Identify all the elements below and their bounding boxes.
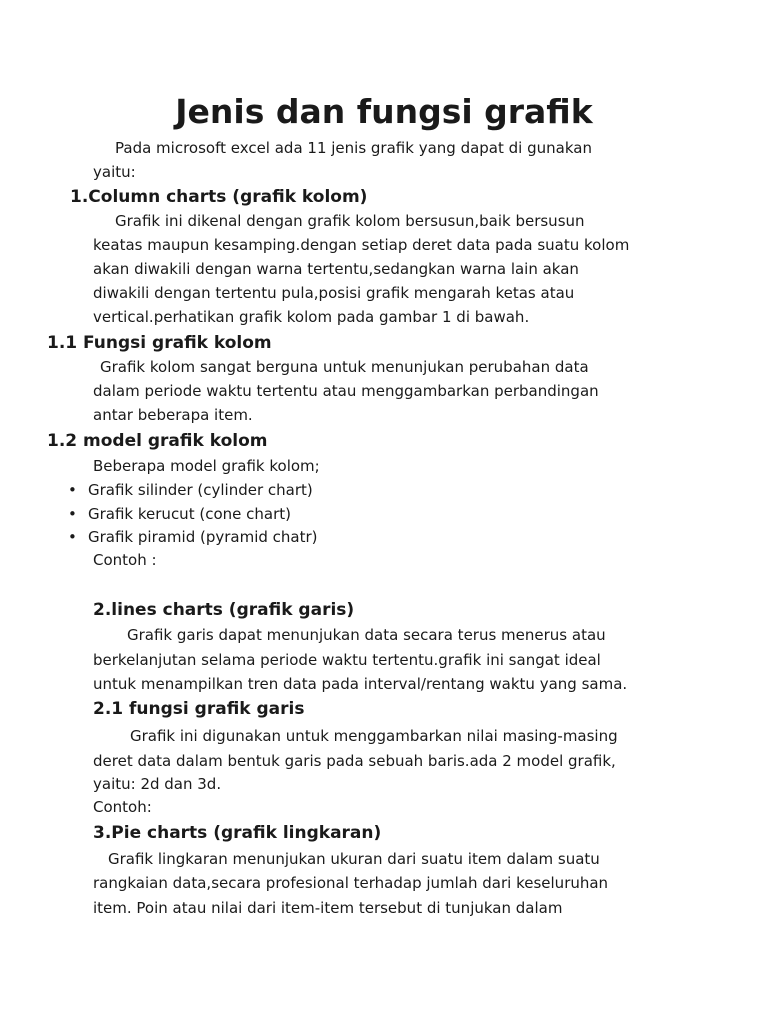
heading-model-grafik-kolom: 1.2 model grafik kolom bbox=[47, 431, 268, 451]
heading-lines-charts: 2.lines charts (grafik garis) bbox=[93, 600, 355, 620]
list-item bbox=[68, 480, 313, 500]
contoh-label: Contoh: bbox=[93, 798, 152, 816]
paragraph-line: antar beberapa item. bbox=[93, 406, 253, 424]
paragraph-line: item. Poin atau nilai dari item-item tersebut di tunjukan dalam bbox=[93, 899, 563, 917]
list-item-label: Grafik kerucut (cone chart) bbox=[88, 505, 291, 523]
list-item-label: Grafik silinder (cylinder chart) bbox=[88, 481, 313, 499]
intro-line-1: Pada microsoft excel ada 11 jenis grafik yang dapat di gunakan bbox=[115, 139, 592, 157]
paragraph-line: Grafik ini digunakan untuk menggambarkan nilai masing-masing bbox=[130, 727, 618, 745]
paragraph-line: rangkaian data,secara profesional terhadap jumlah dari keseluruhan bbox=[93, 874, 609, 892]
paragraph-line: Grafik kolom sangat berguna untuk menunjukan perubahan data bbox=[100, 358, 589, 376]
bullet-icon: • bbox=[68, 505, 77, 523]
paragraph-line: akan diwakili dengan warna tertentu,sedangkan warna lain akan bbox=[93, 260, 579, 278]
list-item-label: Grafik piramid (pyramid chatr) bbox=[88, 528, 318, 546]
paragraph-line: vertical.perhatikan grafik kolom pada gambar 1 di bawah. bbox=[93, 308, 530, 326]
paragraph-line: Grafik ini dikenal dengan grafik kolom bersusun,baik bersusun bbox=[115, 212, 585, 230]
page-title: Jenis dan fungsi grafik bbox=[175, 92, 593, 131]
paragraph-line: Beberapa model grafik kolom; bbox=[93, 457, 320, 475]
bullet-icon: • bbox=[68, 528, 77, 546]
paragraph-line: Grafik garis dapat menunjukan data secara terus menerus atau bbox=[127, 626, 606, 644]
heading-column-charts: 1.Column charts (grafik kolom) bbox=[70, 187, 368, 207]
paragraph-line: untuk menampilkan tren data pada interval/rentang waktu yang sama. bbox=[93, 675, 628, 693]
paragraph-line: Grafik lingkaran menunjukan ukuran dari suatu item dalam suatu bbox=[108, 850, 600, 868]
paragraph-line: keatas maupun kesamping.dengan setiap deret data pada suatu kolom bbox=[93, 236, 630, 254]
paragraph-line: berkelanjutan selama periode waktu tertentu.grafik ini sangat ideal bbox=[93, 651, 601, 669]
contoh-label: Contoh : bbox=[93, 551, 157, 569]
list-item bbox=[68, 504, 291, 524]
paragraph-line: dalam periode waktu tertentu atau menggambarkan perbandingan bbox=[93, 382, 599, 400]
paragraph-line: diwakili dengan tertentu pula,posisi grafik mengarah ketas atau bbox=[93, 284, 575, 302]
heading-fungsi-grafik-garis: 2.1 fungsi grafik garis bbox=[93, 699, 305, 719]
paragraph-line: yaitu: 2d dan 3d. bbox=[93, 775, 222, 793]
intro-line-2: yaitu: bbox=[93, 163, 136, 181]
paragraph-line: deret data dalam bentuk garis pada sebuah baris.ada 2 model grafik, bbox=[93, 752, 616, 770]
bullet-icon: • bbox=[68, 481, 77, 499]
list-item bbox=[68, 527, 318, 547]
heading-fungsi-grafik-kolom: 1.1 Fungsi grafik kolom bbox=[47, 333, 272, 353]
heading-pie-charts: 3.Pie charts (grafik lingkaran) bbox=[93, 823, 382, 843]
